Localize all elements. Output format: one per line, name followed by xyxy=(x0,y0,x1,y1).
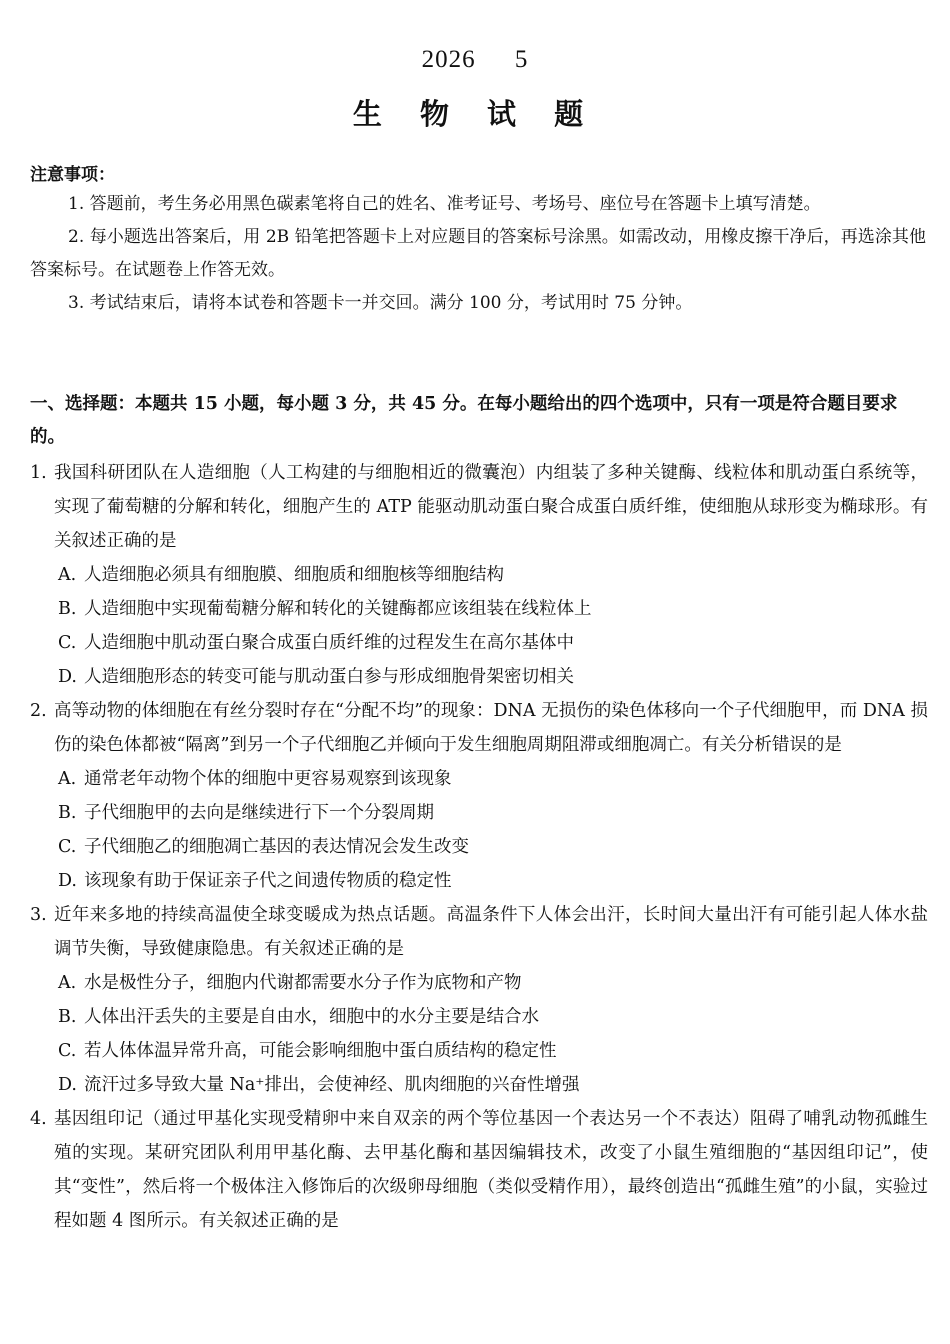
option-text: 通常老年动物个体的细胞中更容易观察到该现象 xyxy=(84,769,452,789)
question-stem: 高等动物的体细胞在有丝分裂时存在“分配不均”的现象：DNA 无损伤的染色体移向一个子代细胞甲，而 DNA 损伤的染色体都被“隔离”到另一个子代细胞乙并倾向于发生细胞周期阻滞或细胞凋亡。有关分析错误的是 xyxy=(54,701,928,755)
option-text: 水是极性分子，细胞内代谢都需要水分子作为底物和产物 xyxy=(84,973,522,993)
option-c xyxy=(54,830,928,864)
option-text: 人体出汗丢失的主要是自由水，细胞中的水分主要是结合水 xyxy=(84,1007,539,1027)
option-b xyxy=(54,1000,928,1034)
question-2 xyxy=(30,694,928,898)
option-d xyxy=(54,1068,928,1102)
notes-list xyxy=(30,188,926,320)
question-stem: 我国科研团队在人造细胞（人工构建的与细胞相近的微囊泡）内组装了多种关键酶、线粒体和肌动蛋白系统等，实现了葡萄糖的分解和转化，细胞产生的 ATP 能驱动肌动蛋白聚合成蛋白质纤维，使细胞从球形变为椭球形。有关叙述正确的是 xyxy=(54,463,928,551)
option-text: 该现象有助于保证亲子代之间遗传物质的稳定性 xyxy=(84,871,452,891)
question-number: 2. xyxy=(30,701,47,721)
option-letter: B. xyxy=(58,599,77,619)
option-letter: A. xyxy=(58,973,77,993)
option-a xyxy=(54,762,928,796)
note-item: 2. 每小题选出答案后，用 2B 铅笔把答题卡上对应题目的答案标号涂黑。如需改动，用橡皮擦干净后，再选涂其他答案标号。在试题卷上作答无效。 xyxy=(30,227,926,280)
section-heading: 一、选择题：本题共 15 小题，每小题 3 分，共 45 分。在每小题给出的四个选项中，只有一项是符合题目要求的。 xyxy=(30,394,898,447)
option-letter: C. xyxy=(58,1041,77,1061)
page-title: 生 物 试 题 xyxy=(352,97,598,131)
note-item: 1. 答题前，考生务必用黑色碳素笔将自己的姓名、准考证号、考场号、座位号在答题卡上填写清楚。 xyxy=(68,194,821,214)
note-item: 3. 考试结束后，请将本试卷和答题卡一并交回。满分 100 分，考试用时 75 分钟。 xyxy=(68,293,693,313)
option-text: 流汗过多导致大量 Na⁺排出，会使神经、肌肉细胞的兴奋性增强 xyxy=(84,1075,580,1095)
option-letter: B. xyxy=(58,803,77,823)
question-4 xyxy=(30,1102,928,1238)
option-b xyxy=(54,796,928,830)
option-text: 若人体体温异常升高，可能会影响细胞中蛋白质结构的稳定性 xyxy=(84,1041,557,1061)
option-letter: D. xyxy=(58,1075,77,1095)
question-stem: 近年来多地的持续高温使全球变暖成为热点话题。高温条件下人体会出汗，长时间大量出汗有可能引起人体水盐调节失衡，导致健康隐患。有关叙述正确的是 xyxy=(54,905,928,959)
option-text: 子代细胞乙的细胞凋亡基因的表达情况会发生改变 xyxy=(84,837,469,857)
option-c xyxy=(54,626,928,660)
option-text: 人造细胞中肌动蛋白聚合成蛋白质纤维的过程发生在高尔基体中 xyxy=(84,633,574,653)
question-number: 4. xyxy=(30,1109,47,1129)
question-stem: 基因组印记（通过甲基化实现受精卵中来自双亲的两个等位基因一个表达另一个不表达）阻碍了哺乳动物孤雌生殖的实现。某研究团队利用甲基化酶、去甲基化酶和基因编辑技术，改变了小鼠生殖细胞的“基因组印记”，使其“变性”，然后将一个极体注入修饰后的次级卵母细胞（类似受精作用），最终创造出“孤雌生殖”的小鼠，实验过程如题 4 图所示。有关叙述正确的是 xyxy=(54,1109,928,1231)
option-d xyxy=(54,660,928,694)
question-list xyxy=(30,456,928,1238)
option-text: 人造细胞必须具有细胞膜、细胞质和细胞核等细胞结构 xyxy=(84,565,504,585)
option-b xyxy=(54,592,928,626)
header-month: 5 xyxy=(514,46,529,73)
question-number: 3. xyxy=(30,905,47,925)
option-a xyxy=(54,558,928,592)
option-letter: C. xyxy=(58,633,77,653)
option-letter: B. xyxy=(58,1007,77,1027)
option-letter: D. xyxy=(58,871,77,891)
option-c xyxy=(54,1034,928,1068)
option-d xyxy=(54,864,928,898)
option-letter: C. xyxy=(58,837,77,857)
option-text: 人造细胞形态的转变可能与肌动蛋白参与形成细胞骨架密切相关 xyxy=(84,667,574,687)
question-number: 1. xyxy=(30,463,47,483)
option-text: 人造细胞中实现葡萄糖分解和转化的关键酶都应该组装在线粒体上 xyxy=(84,599,592,619)
question-1 xyxy=(30,456,928,694)
header-year: 2026 xyxy=(421,46,476,73)
option-a xyxy=(54,966,928,1000)
option-letter: D. xyxy=(58,667,77,687)
notes-heading: 注意事项： xyxy=(30,165,115,185)
exam-date-header xyxy=(0,46,950,74)
option-text: 子代细胞甲的去向是继续进行下一个分裂周期 xyxy=(84,803,434,823)
option-letter: A. xyxy=(58,565,77,585)
option-letter: A. xyxy=(58,769,77,789)
question-3 xyxy=(30,898,928,1102)
